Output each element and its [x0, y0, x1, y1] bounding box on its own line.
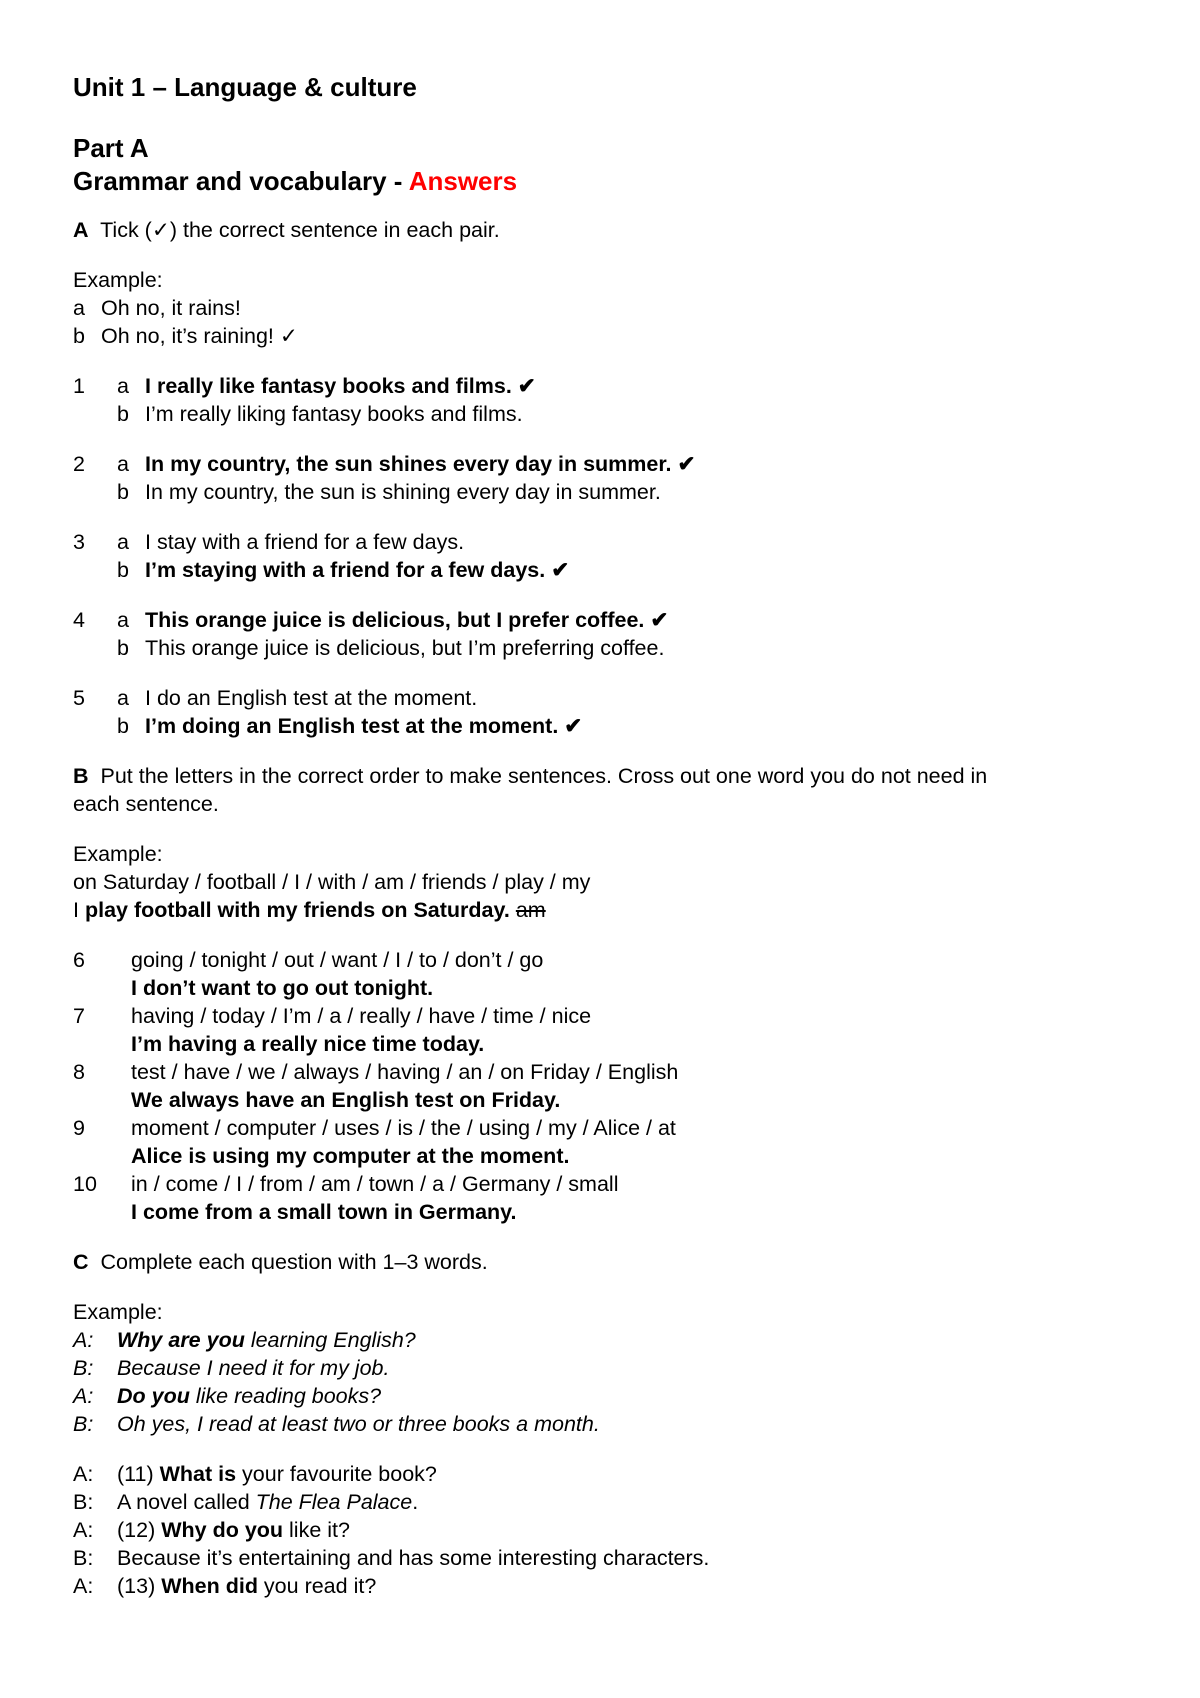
dialogue-rest: Oh yes, I read at least two or three books a month.	[117, 1412, 600, 1436]
answer-option	[73, 606, 1133, 634]
speaker-label: A:	[73, 1574, 94, 1598]
answer-option	[73, 712, 1133, 740]
example-option	[73, 294, 1133, 322]
spacer	[73, 1086, 131, 1114]
section-a-instruction	[73, 216, 1133, 244]
word-prompt: going / tonight / out / want / I / to / don’t / go	[131, 948, 544, 972]
dialogue-text	[117, 1516, 350, 1544]
example-label: Example:	[73, 1300, 163, 1324]
document-page	[73, 72, 1133, 1600]
spacer	[73, 1142, 131, 1170]
example-answer-bold: play football with my friends on Saturday.	[84, 898, 510, 922]
question-number	[73, 634, 117, 662]
spacer	[73, 1198, 131, 1226]
section-b-instruction-cont: each sentence.	[73, 792, 219, 816]
dialogue-text	[117, 1544, 709, 1572]
option-text: Oh no, it rains!	[101, 296, 241, 320]
question-number	[73, 478, 117, 506]
speaker-label: A:	[73, 1328, 94, 1352]
section-a-letter: A	[73, 218, 89, 242]
dialogue-pre: (11)	[117, 1462, 160, 1486]
answer-option	[73, 556, 1133, 584]
answer-row	[73, 1198, 1133, 1226]
word-prompt: moment / computer / uses / is / the / using / my / Alice / at	[131, 1116, 676, 1140]
spacer	[73, 1030, 131, 1058]
section-b-letter: B	[73, 764, 89, 788]
answer-words: When did	[161, 1574, 258, 1598]
example-label: Example:	[73, 842, 163, 866]
book-title: The Flea Palace	[255, 1490, 413, 1514]
dialogue-pre: A novel called	[117, 1490, 256, 1514]
option-letter: a	[117, 686, 129, 710]
dialogue-line	[73, 1544, 1133, 1572]
dialogue-post: like it?	[283, 1518, 350, 1542]
question-number: 10	[73, 1172, 97, 1196]
answer-words: Do you	[117, 1384, 190, 1408]
dialogue-post: .	[412, 1490, 419, 1514]
dialogue-pre: Because it’s entertaining and has some interesting characters.	[117, 1546, 710, 1570]
dialogue-text	[117, 1488, 418, 1516]
dialogue-rest: Because I need it for my job.	[117, 1356, 390, 1380]
question-number: 3	[73, 530, 85, 554]
word-prompt: test / have / we / always / having / an / on Friday / English	[131, 1060, 679, 1084]
speaker-label: A:	[73, 1384, 94, 1408]
question-row	[73, 1058, 1133, 1086]
answer-sentence: I come from a small town in Germany.	[131, 1200, 517, 1224]
section-subtitle	[73, 165, 1133, 198]
question-row	[73, 1002, 1133, 1030]
section-b-instruction-text: Put the letters in the correct order to make sentences. Cross out one word you do not need in	[100, 764, 988, 788]
answer-option	[73, 634, 1133, 662]
answer-words: Why are you	[117, 1328, 245, 1352]
question-number	[73, 712, 117, 740]
option-letter: b	[117, 558, 129, 582]
answers-label: Answers	[408, 166, 518, 196]
option-letter: a	[117, 530, 129, 554]
dialogue-line	[73, 1460, 1133, 1488]
dialogue-text	[117, 1410, 600, 1438]
answer-row	[73, 1086, 1133, 1114]
dialogue-pre: (12)	[117, 1518, 162, 1542]
answer-option	[73, 400, 1133, 428]
section-c-instruction	[73, 1248, 1133, 1276]
speaker-label: B:	[73, 1546, 94, 1570]
option-letter: b	[117, 402, 129, 426]
answer-sentence: I’m having a really nice time today.	[131, 1032, 485, 1056]
dialogue-line	[73, 1488, 1133, 1516]
section-c-instruction-text: Complete each question with 1–3 words.	[100, 1250, 488, 1274]
dialogue-pre: (13)	[117, 1574, 162, 1598]
answer-row	[73, 974, 1133, 1002]
question-row	[73, 1170, 1133, 1198]
option-letter: b	[117, 480, 129, 504]
answer-words: What is	[159, 1462, 237, 1486]
option-letter: a	[117, 608, 129, 632]
answer-sentence: We always have an English test on Friday.	[131, 1088, 561, 1112]
subtitle-text: Grammar and vocabulary -	[73, 166, 409, 196]
question-number: 2	[73, 452, 85, 476]
option-text: I do an English test at the moment.	[145, 686, 478, 710]
option-text: I really like fantasy books and films. ✔	[145, 374, 536, 398]
speaker-label: A:	[73, 1462, 94, 1486]
dialogue-text	[117, 1354, 389, 1382]
word-prompt: having / today / I’m / a / really / have / time / nice	[131, 1004, 592, 1028]
answer-option	[73, 684, 1133, 712]
option-letter: a	[117, 374, 129, 398]
dialogue-post: your favourite book?	[236, 1462, 437, 1486]
option-text: This orange juice is delicious, but I prefer coffee. ✔	[145, 608, 669, 632]
part-heading: Part A	[73, 133, 149, 163]
example-dialogue-line	[73, 1410, 1133, 1438]
question-number	[73, 556, 117, 584]
example-dialogue-line	[73, 1326, 1133, 1354]
spacer	[73, 974, 131, 1002]
option-text: Oh no, it’s raining! ✓	[101, 324, 298, 348]
option-letter: a	[117, 452, 129, 476]
question-number: 4	[73, 608, 85, 632]
dialogue-post: you read it?	[257, 1574, 377, 1598]
speaker-label: B:	[73, 1356, 94, 1380]
question-number	[73, 400, 117, 428]
speaker-label: A:	[73, 1518, 94, 1542]
option-text: I stay with a friend for a few days.	[145, 530, 465, 554]
option-text: I’m doing an English test at the moment. ✔	[145, 714, 583, 738]
option-text: I’m really liking fantasy books and films.	[145, 402, 523, 426]
question-number: 9	[73, 1116, 85, 1140]
example-answer-start: I	[73, 898, 79, 922]
question-row	[73, 946, 1133, 974]
dialogue-text	[117, 1572, 376, 1600]
word-prompt: in / come / I / from / am / town / a / Germany / small	[131, 1172, 619, 1196]
answer-row	[73, 1142, 1133, 1170]
example-option	[73, 322, 1133, 350]
section-b-instruction	[73, 762, 1133, 790]
section-c-letter: C	[73, 1250, 89, 1274]
dialogue-line	[73, 1516, 1133, 1544]
dialogue-rest: like reading books?	[189, 1384, 382, 1408]
question-number: 6	[73, 948, 85, 972]
answer-row	[73, 1030, 1133, 1058]
dialogue-line	[73, 1572, 1133, 1600]
option-text: I’m staying with a friend for a few days. ✔	[145, 558, 570, 582]
answer-option	[73, 450, 1133, 478]
answer-option	[73, 528, 1133, 556]
answer-words: Why do you	[161, 1518, 284, 1542]
dialogue-text	[117, 1382, 381, 1410]
question-number: 5	[73, 686, 85, 710]
option-letter: b	[117, 636, 129, 660]
example-prompt: on Saturday / football / I / with / am / friends / play / my	[73, 870, 591, 894]
example-answer	[73, 896, 1133, 924]
answer-sentence: Alice is using my computer at the moment.	[131, 1144, 570, 1168]
dialogue-rest: learning English?	[244, 1328, 416, 1352]
option-letter: b	[73, 324, 85, 348]
section-a-instruction-text: Tick (✓) the correct sentence in each pair.	[100, 218, 500, 242]
answer-option	[73, 372, 1133, 400]
question-number: 8	[73, 1060, 85, 1084]
option-text: In my country, the sun is shining every day in summer.	[145, 480, 661, 504]
question-row	[73, 1114, 1133, 1142]
speaker-label: B:	[73, 1490, 94, 1514]
option-letter: b	[117, 714, 129, 738]
answer-sentence: I don’t want to go out tonight.	[131, 976, 434, 1000]
option-text: In my country, the sun shines every day in summer. ✔	[145, 452, 696, 476]
example-dialogue-line	[73, 1382, 1133, 1410]
dialogue-text	[117, 1460, 437, 1488]
answer-option	[73, 478, 1133, 506]
dialogue-text	[117, 1326, 416, 1354]
question-number: 1	[73, 374, 85, 398]
option-text: This orange juice is delicious, but I’m preferring coffee.	[145, 636, 665, 660]
example-label: Example:	[73, 268, 163, 292]
crossed-out-word: am	[515, 898, 546, 922]
question-number: 7	[73, 1004, 85, 1028]
speaker-label: B:	[73, 1412, 94, 1436]
example-dialogue-line	[73, 1354, 1133, 1382]
unit-title: Unit 1 – Language & culture	[73, 72, 417, 102]
option-letter: a	[73, 296, 85, 320]
